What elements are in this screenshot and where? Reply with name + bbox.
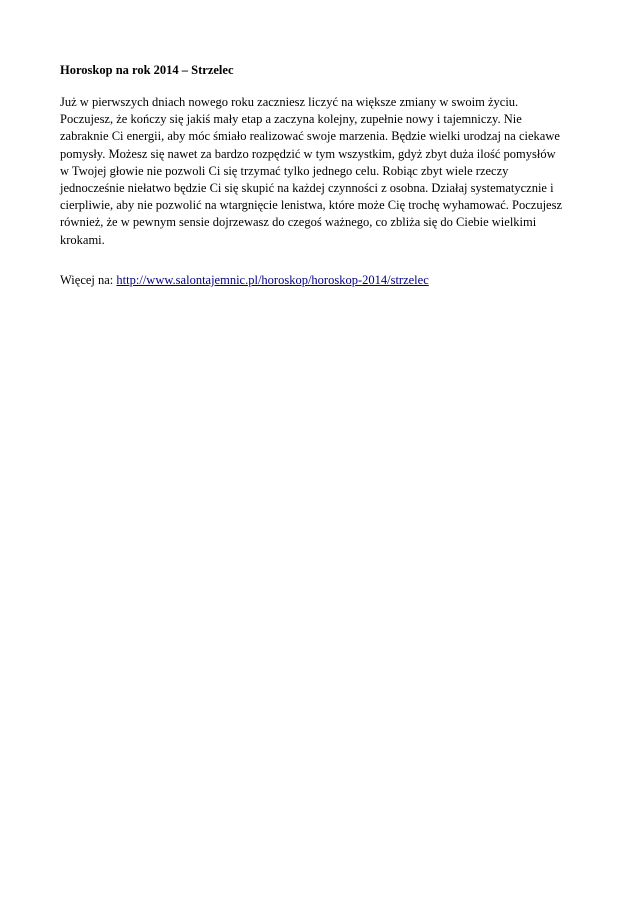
more-info-link[interactable]: http://www.salontajemnic.pl/horoskop/horoskop-2014/strzelec — [116, 272, 429, 287]
more-info-label: Więcej na: — [60, 272, 117, 287]
document-body: Już w pierwszych dniach nowego roku zaczniesz liczyć na większe zmiany w swoim życiu. Poczujesz, że kończy się jakiś mały etap a zaczyna kolejny, zupełnie nowy i tajemniczy. Nie zabraknie Ci energii, aby móc śmiało realizować swoje marzenia. Będzie wielki urodzaj na ciekawe pomysły. Możesz się nawet za bardzo rozpędzić w tym wszystkim, gdyż zbyt duża ilość pomysłów w Twojej głowie nie pozwoli Ci się trzymać tylko jednego celu. Robiąc zbyt wiele rzeczy jednocześnie niełatwo będzie Ci się skupić na każdej czynności z osobna. Działaj systematycznie i cierpliwie, aby nie pozwolić na wtargnięcie lenistwa, które może Cię trochę wyhamować. Poczujesz również, że w pewnym sensie dojrzewasz do czegoś ważnego, co zbliża się do Ciebie wielkimi krokami. — [60, 95, 563, 247]
document-content — [60, 62, 580, 289]
more-info-line — [60, 272, 580, 289]
document-title: Horoskop na rok 2014 – Strzelec — [60, 63, 234, 77]
